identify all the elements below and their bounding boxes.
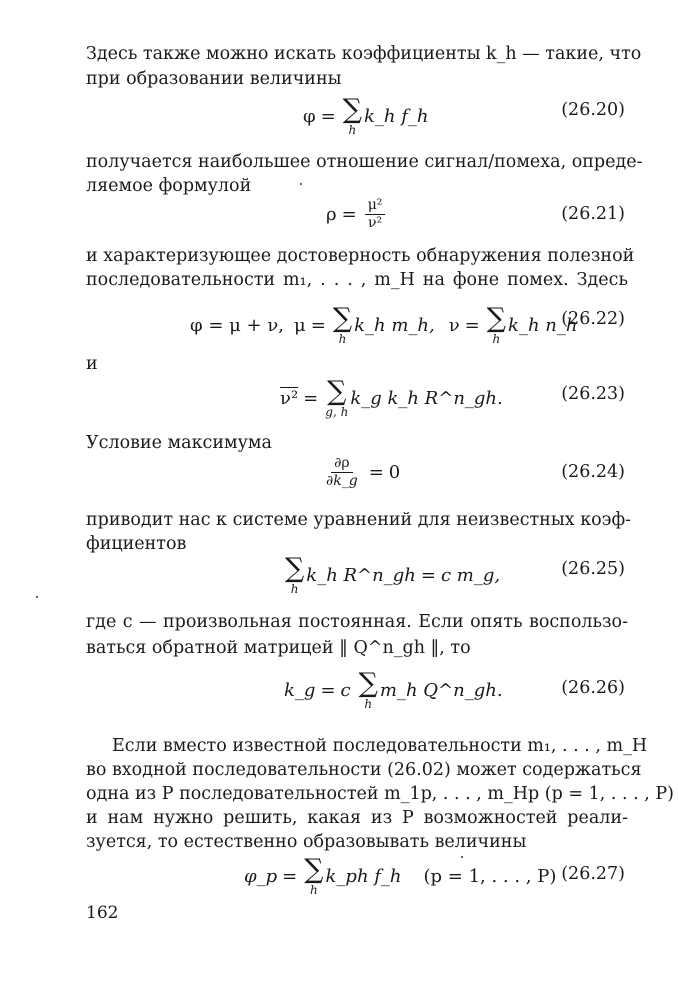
para4-line1: Условие максимума — [86, 433, 272, 453]
eq-mu-term: k_h m_h, — [354, 314, 435, 336]
sum-symbol: ∑ h — [285, 552, 305, 596]
word-and: и — [86, 354, 98, 374]
para5-line2: фициентов — [86, 534, 187, 554]
eq-term: k_g k_h R^n_gh. — [350, 387, 503, 409]
sum-symbol: ∑ h — [486, 302, 507, 346]
para7-line1: Если вместо известной последовательности m₁, . . . , m_H — [112, 736, 648, 756]
eq-nu-term: k_h n_h — [508, 314, 578, 336]
eq-condition: (p = 1, . . . , P) — [423, 865, 557, 887]
equation-26-21: ρ = $\frac{\text{μ²}}{\text{ν²}}$ (26.21) — [326, 196, 625, 231]
sum-symbol: ∑ g, h — [325, 375, 349, 419]
equation-26-22: φ = μ + ν, μ = ∑ h k_h m_h, ν = ∑ h k_h n_h (26.22) — [190, 302, 625, 346]
fraction: $\frac{\partial\rho}{\partial k\_g}$ — [326, 454, 358, 489]
eq-lhs: k_g — [284, 679, 316, 701]
eq-lhs: φ — [303, 105, 316, 127]
fraction: $\frac{\text{μ²}}{\text{ν²}}$ — [365, 197, 386, 232]
eq-nu-lhs: ν — [448, 314, 460, 336]
eq-rhs: c m_g, — [440, 564, 501, 586]
para5-line1: приводит нас к системе уравнений для неизвестных коэф- — [86, 510, 632, 530]
page-number: 162 — [86, 903, 119, 923]
scan-speck — [36, 596, 38, 598]
eq-term: k_h f_h — [363, 105, 429, 127]
eq-term: m_h Q^n_gh. — [379, 679, 503, 701]
equation-number: (26.26) — [561, 678, 625, 698]
para7-line4: и нам нужно решить, какая из P возможностей реали- — [86, 808, 628, 828]
equation-26-26: k_g = c ∑ h m_h Q^n_gh. (26.26) — [284, 667, 625, 711]
sum-symbol: ∑ h — [342, 93, 362, 137]
equation-26-25: ∑ h k_h R^n_gh = c m_g, (26.25) — [285, 552, 625, 596]
para7-line5: зуется, то естественно образовывать величины — [86, 832, 527, 852]
eq-part1: φ = μ + ν, — [190, 314, 285, 336]
eq-mu-lhs: μ — [294, 314, 306, 336]
para1-line2: при образовании величины — [86, 69, 342, 89]
sum-symbol: ∑ h — [304, 853, 324, 897]
equation-number: (26.22) — [561, 309, 625, 329]
equation-26-24: $\frac{\partial\rho}{\partial k\_g}$ = 0 (26.24) — [0, 442, 678, 502]
para7-line3: одна из P последовательностей m_1p, . . . , m_Hp (p = 1, . . . , P) — [86, 784, 674, 804]
para3-line1: и характеризующее достоверность обнаружения полезной — [86, 246, 635, 266]
eq-lhs: φ_p — [244, 865, 278, 887]
eq-term: k_h R^n_gh — [306, 564, 416, 586]
equation-26-27: φ_p = ∑ h k_ph f_h (p = 1, . . . , P) (26.27) — [244, 853, 625, 897]
eq-rhs: 0 — [388, 461, 401, 483]
scan-speck — [300, 183, 302, 185]
equation-number: (26.20) — [561, 100, 625, 120]
equation-26-20: φ = ∑ h k_h f_h (26.20) — [303, 93, 625, 137]
para2-line1: получается наибольшее отношение сигнал/помеха, опреде- — [86, 152, 643, 172]
equation-number: (26.23) — [561, 384, 625, 404]
para2-line2: ляемое формулой — [86, 176, 252, 196]
equation-number: (26.24) — [561, 462, 625, 482]
eq-lhs: ρ — [326, 203, 337, 225]
equation-26-23: ν² = ∑ g, h k_g k_h R^n_gh. (26.23) — [280, 375, 625, 419]
sum-symbol: ∑ h — [358, 667, 378, 711]
para7-line2: во входной последовательности (26.02) может содержаться — [86, 760, 642, 780]
equation-number: (26.25) — [561, 559, 625, 579]
equation-number: (26.21) — [561, 204, 625, 224]
eq-lhs: ν² — [280, 387, 299, 409]
sum-symbol: ∑ h — [332, 302, 353, 346]
para1-line1: Здесь также можно искать коэффициенты k_h — такие, что — [86, 44, 642, 64]
para6-line2: ваться обратной матрицей ‖ Q^n_gh ‖, то — [86, 638, 471, 658]
equation-number: (26.27) — [561, 864, 625, 884]
eq-coef: c — [340, 679, 351, 701]
para6-line1: где c — произвольная постоянная. Если опять воспользо- — [86, 612, 628, 632]
para3-line2: последовательности m₁, . . . , m_H на фоне помех. Здесь — [86, 270, 628, 290]
scan-speck — [461, 856, 463, 858]
eq-term: k_ph f_h — [325, 865, 402, 887]
